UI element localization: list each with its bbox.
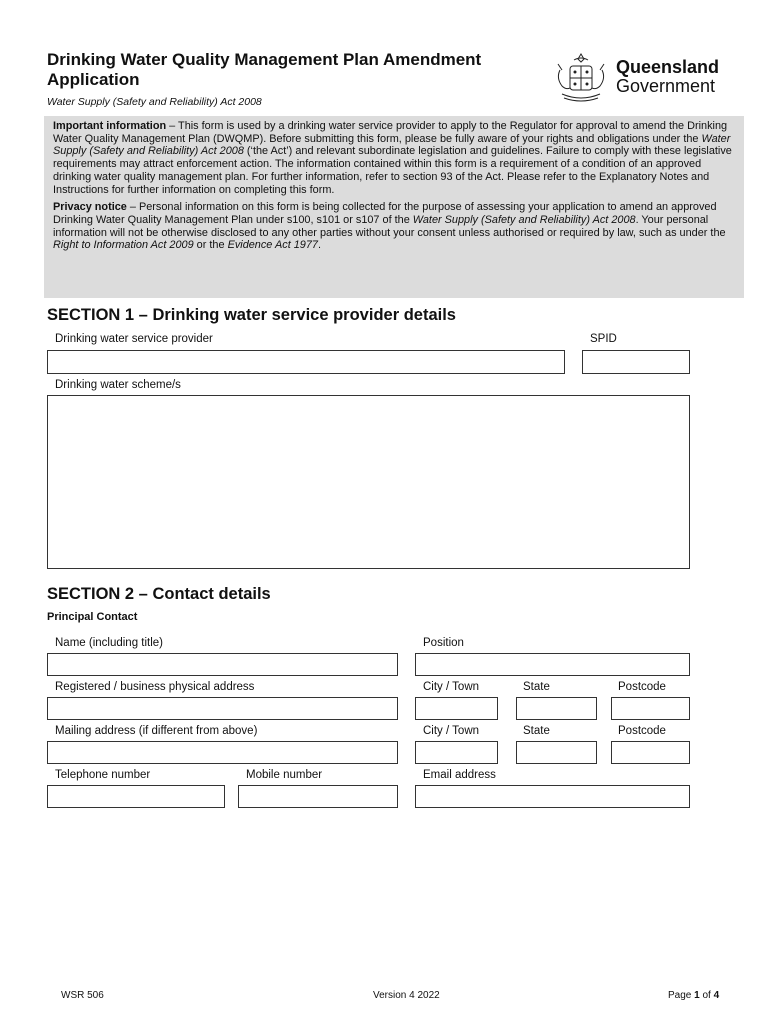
- email-input[interactable]: [415, 785, 690, 808]
- important-act-ref: Water Supply (Safety and Reliability) Act 2008: [53, 132, 731, 158]
- mail-postcode-label: Postcode: [618, 725, 666, 737]
- state-label: State: [523, 681, 550, 693]
- postcode-input[interactable]: [611, 697, 690, 720]
- privacy-text-cont: . Your personal information will not be otherwise disclosed to any other parties without your consent unless authorised or required by law, such as under the: [53, 213, 726, 239]
- form-code: WSR 506: [61, 990, 104, 1001]
- logo-government: Government: [616, 76, 716, 96]
- rti-act-ref: Right to Information Act 2009: [53, 239, 194, 252]
- page-total: 4: [713, 990, 720, 1001]
- privacy-text: – Personal information on this form is being collected for the purpose of assessing your application to amend an approved Drinking Water Quality Management Plan under s100, s101 or s107 of the: [53, 201, 717, 226]
- mail-state-input[interactable]: [516, 741, 597, 764]
- section-2-heading: SECTION 2 – Contact details: [47, 585, 271, 603]
- mailing-address-input[interactable]: [47, 741, 398, 764]
- schemes-label: Drinking water scheme/s: [55, 379, 181, 391]
- privacy-notice: [53, 201, 736, 252]
- page-title: Drinking Water Quality Management Plan Amendment Application: [47, 50, 482, 89]
- important-information: [53, 120, 736, 196]
- mail-postcode-input[interactable]: [611, 741, 690, 764]
- privacy-label: Privacy notice: [53, 201, 127, 214]
- city-label: City / Town: [423, 681, 480, 693]
- telephone-input[interactable]: [47, 785, 225, 808]
- schemes-textarea[interactable]: [47, 395, 690, 569]
- section-1-heading: SECTION 1 – Drinking water service provider details: [47, 306, 456, 324]
- mailing-address-label: Mailing address (if different from above): [55, 725, 258, 737]
- privacy-end: .: [317, 239, 322, 252]
- state-input[interactable]: [516, 697, 597, 720]
- position-label: Position: [423, 637, 464, 649]
- principal-contact-label: Principal Contact: [47, 611, 138, 623]
- important-label: Important information: [53, 120, 167, 132]
- spid-input[interactable]: [582, 350, 690, 374]
- name-input[interactable]: [47, 653, 398, 676]
- mobile-input[interactable]: [238, 785, 398, 808]
- page-prefix: Page: [668, 990, 695, 1001]
- page-current: 1: [694, 990, 700, 1001]
- city-input[interactable]: [415, 697, 498, 720]
- important-text: – This form is used by a drinking water service provider to apply to the Regulator for approval to amend the Drinking Water Quality Management Plan (DWQMP). Before submitting this form, please be fully aware of your rights and obligations under the: [53, 120, 728, 145]
- important-text-cont: (‘the Act’) and relevant subordinate legislation and guidelines. Failure to comply with these legislative requirements may attract enforcement action. The information contained within this form is a requirement of a condition of an approved drinking water quality management plan. For further information, refer to section 93 of the Act. Please refer to the Explanatory Notes and Instructions for further information on completing this form.: [53, 145, 732, 196]
- registered-address-input[interactable]: [47, 697, 398, 720]
- provider-input[interactable]: [47, 350, 565, 374]
- name-label: Name (including title): [55, 637, 164, 649]
- queensland-government-logo: [552, 50, 727, 106]
- information-box: [44, 116, 744, 298]
- page-of: of: [699, 990, 714, 1001]
- telephone-label: Telephone number: [55, 769, 151, 781]
- act-subtitle: Water Supply (Safety and Reliability) Act 2008: [47, 96, 262, 108]
- position-input[interactable]: [415, 653, 690, 676]
- privacy-or: or the: [193, 239, 228, 252]
- version-label: Version 4 2022: [373, 990, 440, 1001]
- email-label: Email address: [423, 769, 496, 781]
- coat-of-arms-icon: [552, 50, 610, 106]
- registered-address-label: Registered / business physical address: [55, 681, 255, 693]
- mail-city-input[interactable]: [415, 741, 498, 764]
- privacy-act-ref: Water Supply (Safety and Reliability) Act 2008: [412, 213, 636, 226]
- mobile-label: Mobile number: [246, 769, 323, 781]
- postcode-label: Postcode: [618, 681, 666, 693]
- spid-label: SPID: [590, 333, 617, 345]
- evidence-act-ref: Evidence Act 1977: [227, 239, 318, 252]
- logo-queensland: Queensland: [616, 57, 720, 77]
- provider-label: Drinking water service provider: [55, 333, 213, 345]
- page-number: [668, 990, 719, 1001]
- mail-city-label: City / Town: [423, 725, 480, 737]
- mail-state-label: State: [523, 725, 550, 737]
